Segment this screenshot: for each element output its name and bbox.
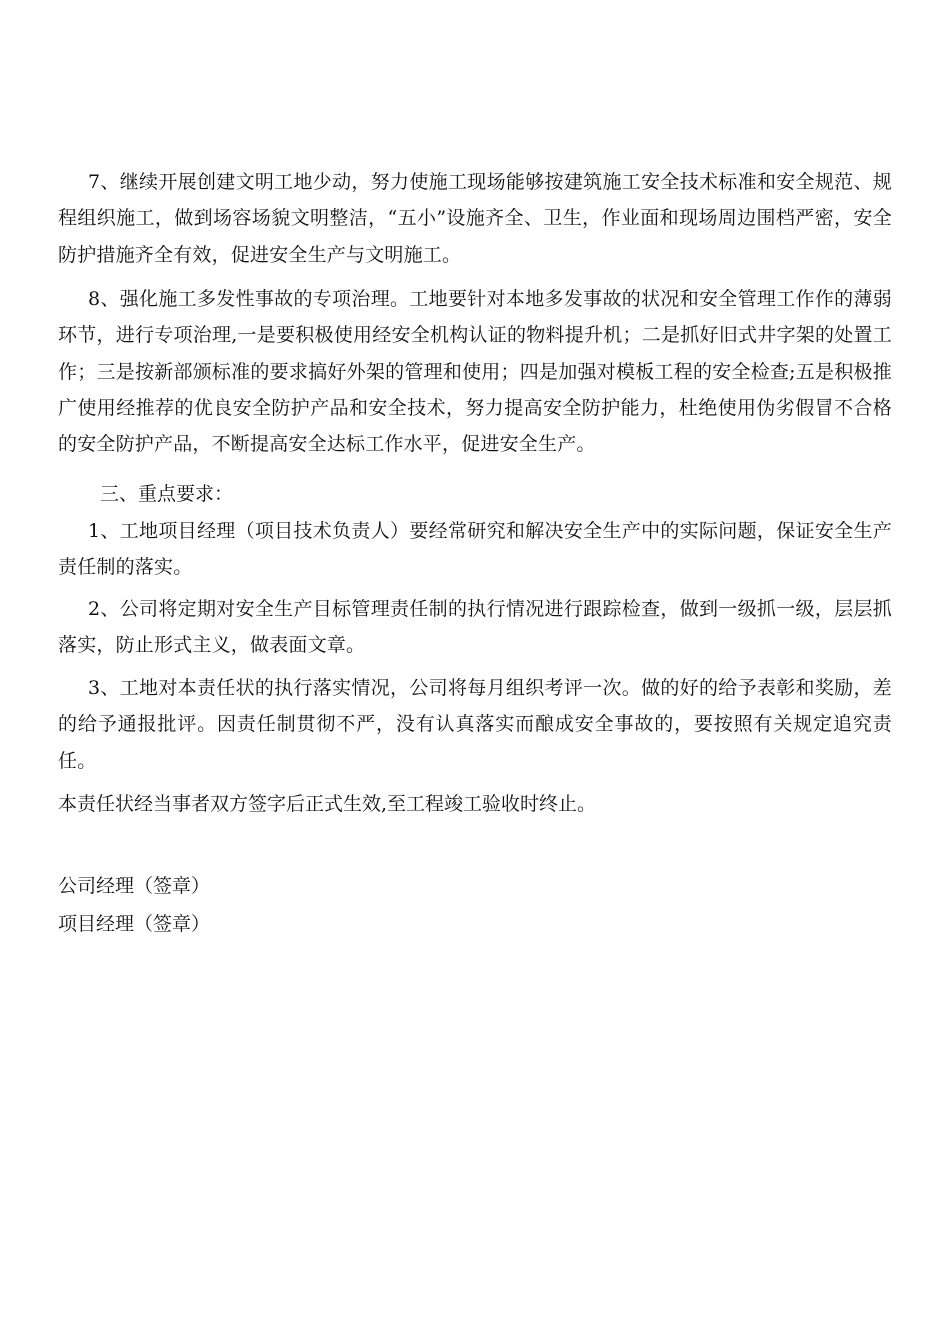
requirement-item-2: 2、公司将定期对安全生产目标管理责任制的执行情况进行跟踪检查，做到一级抓一级，层层抓落实，防止形式主义，做表面文章。 (58, 598, 892, 657)
signature-project-manager: 项目经理（签章） (58, 913, 211, 935)
signature-company-manager: 公司经理（签章） (58, 875, 211, 897)
paragraph-item-7: 7、继续开展创建文明工地少动，努力使施工现场能够按建筑施工安全技术标准和安全规范、规程组织施工，做到场容场貌文明整洁，“五小”设施齐全、卫生，作业面和现场周边围档严密，安全防护措施齐全有效，促进安全生产与文明施工。 (58, 171, 892, 266)
validity-statement: 本责任状经当事者双方签字后正式生效,至工程竣工验收时终止。 (58, 793, 597, 815)
requirement-item-1: 1、工地项目经理（项目技术负责人）要经常研究和解决安全生产中的实际问题，保证安全生产责任制的落实。 (58, 520, 892, 579)
paragraph-item-8: 8、强化施工多发性事故的专项治理。工地要针对本地多发事故的状况和安全管理工作作的薄弱环节，进行专项治理,一是要积极使用经安全机构认证的物料提升机；二是抓好旧式井字架的处置工作；三是按新部颁标准的要求搞好外架的管理和使用；四是加强对模板工程的安全检查;五是积极推广使用经推荐的优良安全防护产品和安全技术，努力提高安全防护能力，杜绝使用伪劣假冒不合格的安全防护产品，不断提高安全达标工作水平，促进安全生产。 (58, 288, 892, 456)
requirement-item-3: 3、工地对本责任状的执行落实情况，公司将每月组织考评一次。做的好的给予表彰和奖励，差的给予通报批评。因责任制贯彻不严，没有认真落实而酿成安全事故的，要按照有关规定追究责任。 (58, 677, 892, 772)
section-heading-key-requirements: 三、重点要求： (100, 483, 234, 505)
